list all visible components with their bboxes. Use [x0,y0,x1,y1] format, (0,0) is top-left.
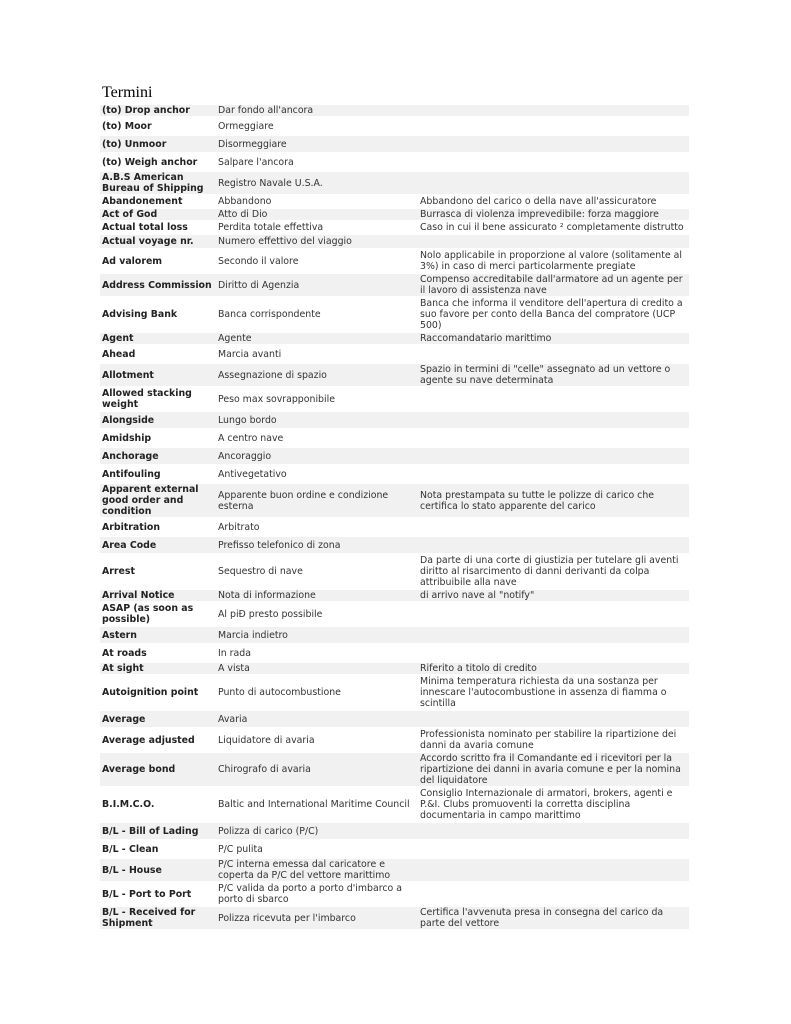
term-cell: Amidship [102,432,152,444]
term-cell: Ahead [102,348,136,360]
glossary-row [100,136,689,152]
glossary-row [100,841,689,857]
italian-cell: Registro Navale U.S.A. [216,172,418,194]
term-cell: (to) Weigh anchor [102,156,198,168]
glossary-row [100,346,689,362]
term-cell: Anchorage [100,448,216,464]
term-cell: Allowed stacking weight [102,388,192,410]
italian-cell: A vista [216,663,418,674]
glossary-row [100,519,689,535]
description-cell: Spazio in termini di "celle" assegnato ad un vettore o agente su nave determinata [418,364,689,386]
description-cell: Raccomandatario marittimo [418,333,689,344]
glossary-row [100,590,689,601]
italian-cell: Disormeggiare [216,136,418,152]
glossary-row [100,627,689,643]
glossary-row [100,711,689,727]
glossary-row [100,412,689,428]
glossary-row [100,196,689,207]
description-cell [418,154,689,170]
page-title: Termini [102,84,153,101]
description-cell [418,466,689,482]
term-cell: Antifouling [102,468,161,480]
italian-cell: Nota di informazione [216,590,418,601]
term-cell: (to) Drop anchor [100,105,216,116]
glossary-row [100,663,689,674]
description-cell [418,603,689,625]
description-cell [418,519,689,535]
glossary-row [100,298,689,331]
glossary-row [100,676,689,709]
glossary-row [100,448,689,464]
italian-cell: Secondo il valore [218,255,299,267]
description-cell [418,412,689,428]
glossary-row [100,484,689,517]
description-cell [418,235,689,248]
glossary-row [100,250,689,272]
term-cell: At roads [102,647,147,659]
term-cell: (to) Moor [102,120,152,132]
description-cell [418,711,689,727]
glossary-row [100,209,689,220]
description-cell: Abbandono del carico o della nave all'assicuratore [420,196,657,207]
glossary-row [100,118,689,134]
description-cell: Minima temperatura richiesta da una sostanza per innescare l'autocombustione in assenza di fiamma o scintilla [420,676,667,709]
italian-cell: Al piÐ presto possibile [218,608,323,620]
description-cell: Caso in cui il bene assicurato ² completamente distrutto [420,222,684,233]
glossary-row [100,364,689,386]
glossary-row [100,105,689,116]
description-cell [418,136,689,152]
italian-cell: Agente [216,333,418,344]
term-cell: Apparent external good order and condition [100,484,216,517]
description-cell [418,346,689,362]
glossary-row [100,430,689,446]
term-cell: Average bond [100,753,216,786]
glossary-row [100,753,689,786]
term-cell: Ad valorem [102,255,163,267]
italian-cell: P/C valida da porto a porto d'imbarco a porto di sbarco [218,883,403,905]
italian-cell: Marcia indietro [216,627,418,643]
term-cell: B/L - House [100,859,216,881]
glossary-row [100,274,689,296]
italian-cell: Polizza ricevuta per l'imbarco [216,907,418,929]
description-cell [418,537,689,553]
description-cell [418,105,689,116]
term-cell: Average [100,711,216,727]
italian-cell: P/C interna emessa dal caricatore e coperta da P/C del vettore marittimo [216,859,418,881]
term-cell: Arbitration [102,521,161,533]
italian-cell: Ormeggiare [218,120,274,132]
italian-cell: Marcia avanti [218,348,282,360]
italian-cell: Antivegetativo [218,468,287,480]
italian-cell: Lungo bordo [216,412,418,428]
term-cell: B.I.M.C.O. [102,799,155,810]
description-cell: Burrasca di violenza imprevedibile: forza maggiore [418,209,689,220]
italian-cell: A centro nave [218,432,284,444]
term-cell: Act of God [100,209,216,220]
italian-cell: Ancoraggio [216,448,418,464]
term-cell: A.B.S American Bureau of Shipping [100,172,216,194]
glossary-row [100,154,689,170]
term-cell: B/L - Port to Port [102,888,192,900]
description-cell [418,645,689,661]
term-cell: Address Commission [100,274,216,296]
term-cell: B/L - Bill of Lading [100,823,216,839]
glossary-row [100,537,689,553]
italian-cell: Numero effettivo del viaggio [216,235,418,248]
italian-cell: Abbandono [218,196,272,207]
description-cell: Da parte di una corte di giustizia per tutelare gli aventi diritto al risarcimento di danni derivanti da colpa attribuibile alla nave [420,555,679,588]
glossary-row [100,645,689,661]
description-cell: Consiglio Internazionale di armatori, brokers, agenti e P.&I. Clubs promuoventi la corretta disciplina documentaria in campo marittimo [420,788,673,821]
italian-cell: Avaria [216,711,418,727]
glossary-table [100,103,689,931]
glossary-row [100,603,689,625]
glossary-row [100,907,689,929]
description-cell [418,448,689,464]
term-cell: B/L - Clean [102,843,159,855]
term-cell: Arrest [102,566,135,577]
term-cell: Area Code [100,537,216,553]
italian-cell: Atto di Dio [216,209,418,220]
description-cell [418,118,689,134]
description-cell [418,883,689,905]
italian-cell: P/C pulita [218,843,263,855]
description-cell: Nolo applicabile in proporzione al valore (solitamente al 3%) in caso di merci particolarmente pregiate [420,250,682,272]
italian-cell: Diritto di Agenzia [216,274,418,296]
term-cell: Abandonement [102,196,183,207]
term-cell: ASAP (as soon as possible) [102,603,194,625]
description-cell [418,430,689,446]
term-cell: Alongside [100,412,216,428]
italian-cell: Salpare l'ancora [218,156,294,168]
description-cell [418,859,689,881]
term-cell: Actual total loss [102,222,188,233]
glossary-row [100,333,689,344]
italian-cell: In rada [218,647,251,659]
italian-cell: Sequestro di nave [218,566,303,577]
description-cell: Professionista nominato per stabilire la ripartizione dei danni da avaria comune [420,729,677,751]
glossary-row [100,859,689,881]
term-cell: Autoignition point [102,687,199,698]
term-cell: Arrival Notice [100,590,216,601]
term-cell: Actual voyage nr. [100,235,216,248]
italian-cell: Banca corrispondente [218,309,321,320]
italian-cell: Baltic and International Maritime Council [218,799,410,810]
glossary-row [100,555,689,588]
glossary-row [100,466,689,482]
description-cell: Riferito a titolo di credito [418,663,689,674]
description-cell [418,388,689,410]
term-cell: Allotment [100,364,216,386]
italian-cell: Peso max sovrapponibile [218,393,335,405]
glossary-row [100,823,689,839]
term-cell: Astern [100,627,216,643]
description-cell: Certifica l'avvenuta presa in consegna del carico da parte del vettore [418,907,689,929]
description-cell [418,172,689,194]
term-cell: Average adjusted [102,734,195,746]
term-cell: Advising Bank [102,309,178,320]
glossary-row [100,222,689,233]
italian-cell: Dar fondo all'ancora [216,105,418,116]
description-cell [418,841,689,857]
glossary-row [100,235,689,248]
glossary-row [100,788,689,821]
description-cell: Compenso accreditabile dall'armatore ad un agente per il lavoro di assistenza nave [418,274,689,296]
term-cell: Agent [100,333,216,344]
term-cell: At sight [100,663,216,674]
glossary-row [100,729,689,751]
description-cell [418,823,689,839]
italian-cell: Polizza di carico (P/C) [216,823,418,839]
italian-cell: Assegnazione di spazio [216,364,418,386]
italian-cell: Punto di autocombustione [218,687,341,698]
term-cell: (to) Unmoor [100,136,216,152]
glossary-body [100,105,689,929]
glossary-row [100,883,689,905]
italian-cell: Perdita totale effettiva [218,222,324,233]
glossary-row [100,172,689,194]
glossary-row [100,388,689,410]
description-cell [418,627,689,643]
italian-cell: Liquidatore di avaria [218,734,315,746]
term-cell: B/L - Received for Shipment [100,907,216,929]
italian-cell: Apparente buon ordine e condizione esterna [216,484,418,517]
description-cell: Banca che informa il venditore dell'apertura di credito a suo favore per conto della Banca del compratore (UCP 500) [420,298,683,331]
description-cell: Accordo scritto fra il Comandante ed i ricevitori per la ripartizione dei danni in avaria comune e per la nomina del liquidatore [418,753,689,786]
description-cell: di arrivo nave al "notify" [418,590,689,601]
italian-cell: Chirografo di avaria [216,753,418,786]
italian-cell: Arbitrato [218,521,260,533]
italian-cell: Prefisso telefonico di zona [216,537,418,553]
description-cell: Nota prestampata su tutte le polizze di carico che certifica lo stato apparente del carico [418,484,689,517]
